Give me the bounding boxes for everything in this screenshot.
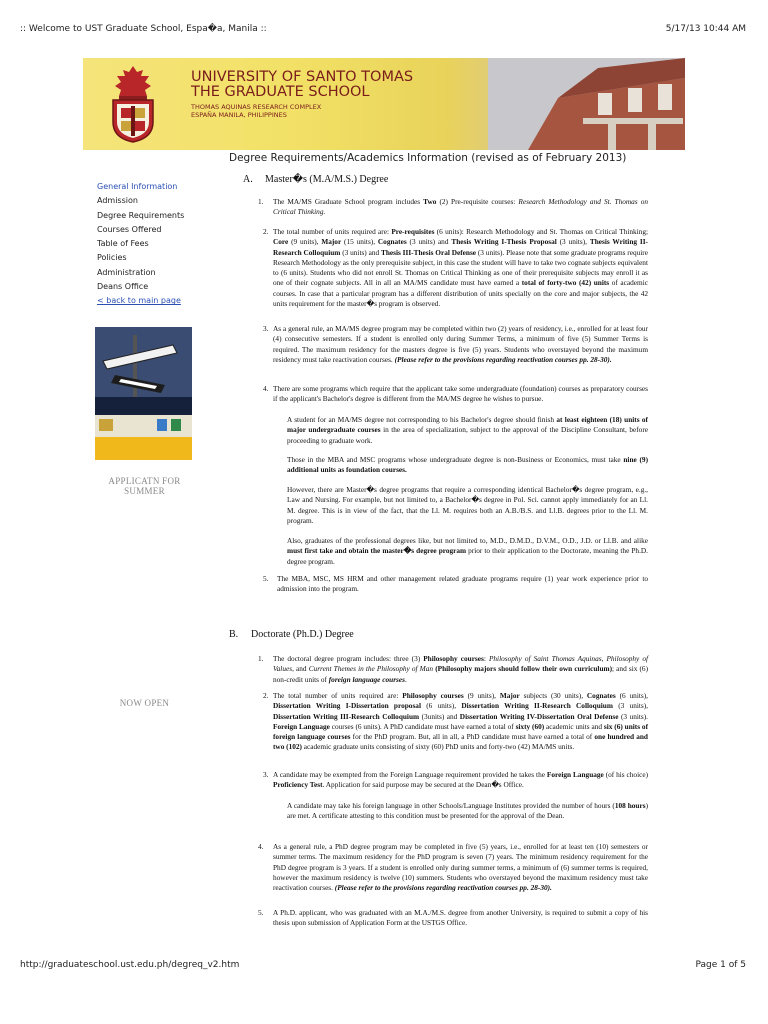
promo-image[interactable] xyxy=(95,327,192,460)
nav-general-information[interactable]: General Information xyxy=(97,182,178,191)
section-a-item-number: 3. xyxy=(263,324,269,333)
back-to-main-link[interactable]: < back to main page xyxy=(97,296,181,306)
summer-line: SUMMER xyxy=(124,486,165,496)
university-location: ESPAÑA MANILA, PHILIPPINES xyxy=(191,111,287,119)
section-a-paragraph: Also, graduates of the professional degrees like, but not limited to, M.D., D.M.D., D.V.M., O.D., J.D. or Ll.B. and alike must first take and obtain the master�s degree program prior to their application to the Doctorate, meaning the Ph.D. degree program. xyxy=(287,536,648,566)
street-sign-image xyxy=(95,327,192,460)
nav-table-of-fees[interactable]: Table of Fees xyxy=(97,239,149,249)
nav-courses-offered[interactable]: Courses Offered xyxy=(97,224,162,234)
nav-admission[interactable]: Admission xyxy=(97,196,138,206)
section-a-title: Master�s (M.A/M.S.) Degree xyxy=(265,174,389,185)
section-a-item-number: 2. xyxy=(263,227,269,236)
section-a-item-number: 5. xyxy=(263,574,269,583)
applicatn-for-summer-label[interactable] xyxy=(96,476,193,496)
building-photo xyxy=(488,58,685,150)
page-heading: Degree Requirements/Academics Information (revised as of February 2013) xyxy=(229,152,627,164)
university-name: UNIVERSITY OF SANTO TOMAS xyxy=(191,69,414,85)
browser-page-title: :: Welcome to UST Graduate School, Espa�a, Manila :: xyxy=(20,24,267,34)
section-b-paragraph: The total number of units required are: Philosophy courses (9 units), Major subjects (30 units), Cognates (6 units), Dissertation Writing I-Dissertation proposal (6 units), Dissertation Writing II-Research Colloquium (3 units), Dissertation Writing III-Research Colloquium (3units) and Dissertation Writing IV-Dissertation Oral Defense (3 units). Foreign Language courses (6 units). A PhD candidate must have earned a total of sixty (60) academic units and six (6) units of foreign language courses for the PhD program. But, all in all, a PhD candidate must have earned a total of one hundred and two (102) academic graduate units consisting of sixty (60) PhD units and forty-two (42) MA/MS units. xyxy=(273,691,649,752)
header-banner xyxy=(83,58,685,150)
sidebar-nav xyxy=(97,180,184,309)
section-b-item-number: 1. xyxy=(258,654,264,663)
section-b-paragraph: A candidate may be exempted from the Foreign Language requirement provided he takes the Foreign Language (of his choice) Proficiency Test. Application for said purpose may be secured at the Dean�s Office. xyxy=(273,770,649,790)
section-a-paragraph: The MA/MS Graduate School program includes Two (2) Pre-requisite courses: Research Methodology and St. Thomas on Critical Thinking. xyxy=(273,197,649,217)
page-url: http://graduateschool.ust.edu.ph/degreq_v2.htm xyxy=(20,960,240,970)
section-b-item-number: 5. xyxy=(258,908,264,917)
section-b-item-number: 2. xyxy=(263,691,269,700)
graduate-school-name: THE GRADUATE SCHOOL xyxy=(191,84,370,100)
section-a-paragraph: Those in the MBA and MSC programs whose undergraduate degree is non-Business or Economics, must take nine (9) additional units as foundation courses. xyxy=(287,455,648,475)
nav-policies[interactable]: Policies xyxy=(97,253,127,263)
section-b-item-number: 3. xyxy=(263,770,269,779)
nav-deans-office[interactable]: Deans Office xyxy=(97,282,149,292)
university-subtitle xyxy=(191,103,321,119)
section-b-paragraph: A Ph.D. applicant, who was graduated with an M.A./M.S. degree from another University, is required to submit a copy of his thesis upon submission of Application Form at the USTGS Office. xyxy=(273,908,648,928)
nav-administration[interactable]: Administration xyxy=(97,267,156,277)
section-a-letter: A. xyxy=(243,174,253,185)
section-b-letter: B. xyxy=(229,629,239,640)
nav-degree-requirements[interactable]: Degree Requirements xyxy=(97,210,185,220)
print-datetime: 5/17/13 10:44 AM xyxy=(665,24,746,34)
applicatn-line: APPLICATN FOR xyxy=(108,476,181,486)
university-title xyxy=(191,70,413,100)
section-a-item-number: 1. xyxy=(258,197,264,206)
section-a-paragraph: A student for an MA/MS degree not corresponding to his Bachelor's degree should finish at least eighteen (18) units of major undergraduate courses in the area of specialization, subject to the approval of the Discipline Consultant, before proceeding to graduate work. xyxy=(287,415,648,445)
section-b-title: Doctorate (Ph.D.) Degree xyxy=(251,629,354,640)
research-complex-name: THOMAS AQUINAS RESEARCH COMPLEX xyxy=(191,103,322,111)
now-open-label[interactable]: NOW OPEN xyxy=(119,698,170,708)
page-count: Page 1 of 5 xyxy=(695,960,746,970)
section-a-paragraph: The MBA, MSC, MS HRM and other management related graduate programs require (1) year work experience prior to admission into the program. xyxy=(277,574,648,594)
section-b-item-number: 4. xyxy=(258,842,264,851)
section-b-paragraph: The doctoral degree program includes: three (3) Philosophy courses: Philosophy of Saint Thomas Aquinas, Philosophy of Values, and Current Themes in the Philosophy of Man (Philosophy majors should follow their own curriculum); and six (6) non-credit units of foreign language courses. xyxy=(273,654,649,684)
section-b-paragraph: As a general rule, a PhD degree program may be completed in five (5) years, i.e., enrolled for at least ten (10) semesters or summer terms. The maximum residency for the PhD program is seven (7) years. The minimum residency requirement for the PhD degree program is 3 years. If a student is enrolled only during summer terms, a minimum of (6) summer terms is required, however the maximum residency is twelve (10) summers. Students who overstayed beyond the maximum residency must take reactivation courses. (Please refer to the provisions regarding reactivation courses pp. 28-30). xyxy=(273,842,648,893)
ust-seal-icon xyxy=(105,64,161,144)
section-a-item-number: 4. xyxy=(263,384,269,393)
section-a-paragraph: However, there are Master�s degree programs that require a corresponding identical Bachelor�s degree program, e.g., Law and Nursing. For example, but not limited to, a Bachelor�s degree in Pol. Sci. cannot apply immediately for an Ll. M. degree. This is in view of the fact, that the Ll. M. requires both an A.B./B.S. and Ll.B. degrees prior to the Ll. M. program. xyxy=(287,485,648,525)
section-a-paragraph: As a general rule, an MA/MS degree program may be completed within two (2) years of residency, i.e., enrolled for at least four (4) consecutive semesters. If a student is enrolled only during Summer Terms, a minimum of five (5) Summer Terms is required. The maximum residency for the masters degree is five (5) years. Students who overstayed beyond the maximum residency must take reactivation courses. (Please refer to the provisions regarding reactivation courses pp. 28-30). xyxy=(273,324,648,364)
section-b-paragraph: A candidate may take his foreign language in other Schools/Language Institutes provided the number of hours (108 hours) are met. A certificate attesting to this condition must be presented for the approval of the Dean. xyxy=(287,801,648,821)
section-a-paragraph: The total number of units required are: Pre-requisites (6 units): Research Methodology and St. Thomas on Critical Thinking; Core (9 units), Major (15 units), Cognates (3 units) and Thesis Writing I-Thesis Proposal (3 units), Thesis Writing II-Research Colloquium (3 units) and Thesis III-Thesis Oral Defense (3 units). Please note that some graduate programs require Research Methodology as the only prerequisite subject, in this case the student will have to take two cognate subjects equivalent to (6 units). Students who did not enroll St. Thomas on Critical Thinking as one of their prerequisite subjects may enroll it as one of their cognate subjects. All in all an MA/MS candidate must have earned a total of forty-two (42) units of academic courses. In case that a particular program has a different distribution of units specially on the core and major subjects, the 42 units requirement for the master�s program is observed. xyxy=(273,227,648,309)
section-a-paragraph: There are some programs which require that the applicant take some undergraduate (foundation) courses as preparatory courses if the applicant's Bachelor's degree is different from the MA/MS degree he wishes to pursue. xyxy=(273,384,648,404)
